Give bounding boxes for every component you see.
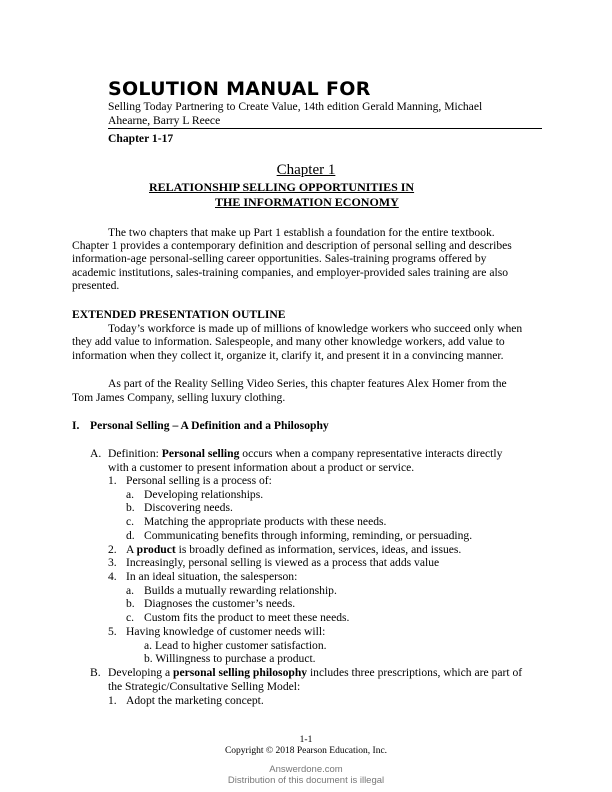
- outline-heading: EXTENDED PRESENTATION OUTLINE: [72, 308, 286, 321]
- sub-text-d: Communicating benefits through informing, reminding, or persuading.: [144, 529, 473, 542]
- list-text-2: [126, 543, 461, 556]
- outline-para2-line1: As part of the Reality Selling Video Series, this chapter features Alex Homer from the: [108, 377, 507, 390]
- watermark-notice: Distribution of this document is illegal: [227, 775, 385, 786]
- sub-marker-b: b.: [126, 501, 135, 514]
- intro-line-1: The two chapters that make up Part 1 establish a foundation for the entire textbook.: [108, 226, 495, 239]
- item-b-pre: Developing a: [108, 666, 174, 679]
- item-a-pre: Definition:: [108, 447, 162, 460]
- sub5-a: a. Lead to higher customer satisfaction.: [144, 639, 327, 652]
- header-divider: [108, 128, 542, 129]
- sub-text-c: Matching the appropriate products with these needs.: [144, 515, 387, 528]
- list-num-4: 4.: [108, 570, 117, 583]
- chapter-range: Chapter 1-17: [108, 132, 174, 145]
- sub4-marker-c: c.: [126, 611, 135, 624]
- section-i-title: Personal Selling – A Definition and a Philosophy: [90, 419, 329, 432]
- page-number: 1-1: [299, 735, 313, 745]
- item-b-line1: [108, 666, 522, 679]
- section-i-marker: I.: [72, 419, 80, 432]
- sub5-b: b. Willingness to purchase a product.: [144, 652, 316, 665]
- copyright-notice: Copyright © 2018 Pearson Education, Inc.: [224, 746, 388, 756]
- item-a-post: occurs when a company representative interacts directly: [239, 447, 503, 460]
- outline-para1-line3: information when they collect it, organize it, clarify it, and present it in a convincing manner.: [72, 349, 504, 362]
- intro-line-2: Chapter 1 provides a contemporary definition and description of personal selling and describes: [72, 239, 512, 252]
- intro-line-5: presented.: [72, 279, 120, 292]
- list-num-2: 2.: [108, 543, 117, 556]
- item-a-line2: with a customer to present information about a product or service.: [108, 461, 415, 474]
- personal-selling-term: Personal selling: [161, 447, 240, 460]
- product-term: product: [136, 543, 176, 556]
- selling-philosophy-term: personal selling philosophy: [173, 666, 308, 679]
- item-b-text-1: Adopt the marketing concept.: [126, 694, 264, 707]
- book-subtitle-line1: Selling Today Partnering to Create Value, 14th edition Gerald Manning, Michael: [108, 100, 483, 113]
- item-a-line1: [108, 447, 502, 460]
- manual-title: SOLUTION MANUAL FOR: [108, 78, 371, 100]
- sub-text-b: Discovering needs.: [144, 501, 233, 514]
- sub4-marker-a: a.: [126, 584, 135, 597]
- book-subtitle-line2: Ahearne, Barry L Reece: [108, 114, 221, 127]
- chapter-title-line1: RELATIONSHIP SELLING OPPORTUNITIES IN: [149, 180, 415, 194]
- list-num-5: 5.: [108, 625, 117, 638]
- sub4-marker-b: b.: [126, 597, 135, 610]
- list-text-3: Increasingly, personal selling is viewed as a process that adds value: [126, 556, 440, 569]
- outline-para1-line1: Today’s workforce is made up of millions of knowledge workers who succeed only when: [108, 322, 523, 335]
- chapter-heading: Chapter 1: [276, 162, 336, 178]
- list-text-4: In an ideal situation, the salesperson:: [126, 570, 298, 583]
- list-text-2-post: is broadly defined as information, services, ideas, and issues.: [175, 543, 462, 556]
- item-b-num-1: 1.: [108, 694, 117, 707]
- list-text-1: Personal selling is a process of:: [126, 474, 272, 487]
- sub4-text-c: Custom fits the product to meet these needs.: [144, 611, 350, 624]
- sub4-text-b: Diagnoses the customer’s needs.: [144, 597, 296, 610]
- watermark-site: Answerdone.com: [269, 764, 343, 775]
- list-text-2-pre: A: [126, 543, 137, 556]
- sub-marker-d: d.: [126, 529, 135, 542]
- item-b-post: includes three prescriptions, which are part of: [307, 666, 523, 679]
- sub-marker-a: a.: [126, 488, 135, 501]
- item-b-line2: the Strategic/Consultative Selling Model:: [108, 680, 301, 693]
- sub4-text-a: Builds a mutually rewarding relationship.: [144, 584, 337, 597]
- list-text-5: Having knowledge of customer needs will:: [126, 625, 326, 638]
- intro-line-4: academic institutions, sales-training companies, and employer-provided sales training are also: [72, 266, 509, 279]
- list-num-1: 1.: [108, 474, 117, 487]
- list-num-3: 3.: [108, 556, 117, 569]
- sub-marker-c: c.: [126, 515, 135, 528]
- intro-line-3: information-age personal-selling career opportunities. Sales-training programs offered by: [72, 252, 487, 265]
- outline-para1-line2: they add value to information. Salespeople, and many other knowledge workers, add value to: [72, 335, 505, 348]
- chapter-title-line2: THE INFORMATION ECONOMY: [215, 195, 399, 209]
- outline-para2-line2: Tom James Company, selling luxury clothing.: [72, 391, 286, 404]
- sub-text-a: Developing relationships.: [144, 488, 264, 501]
- item-a-marker: A.: [90, 447, 102, 460]
- item-b-marker: B.: [90, 666, 101, 679]
